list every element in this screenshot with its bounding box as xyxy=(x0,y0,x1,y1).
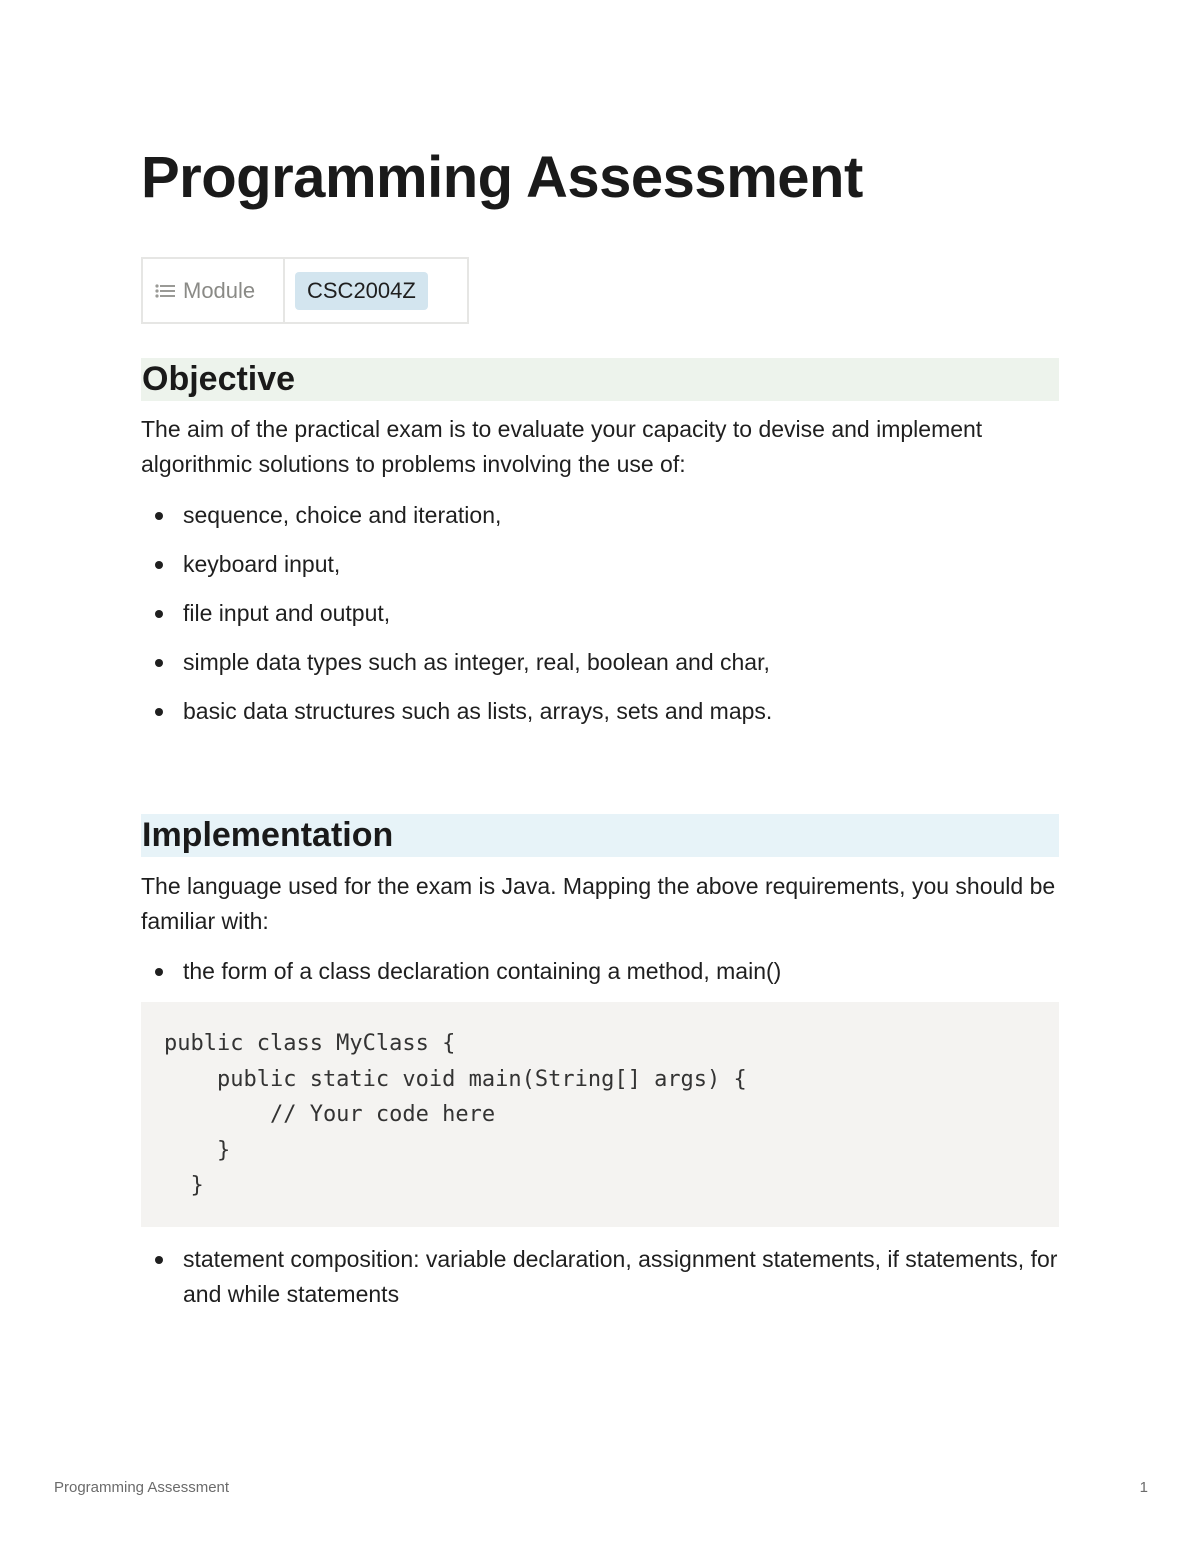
list-item: the form of a class declaration containing a method, main() xyxy=(141,954,1059,989)
code-block xyxy=(141,1002,1059,1227)
implementation-intro: The language used for the exam is Java. Mapping the above requirements, you should be familiar with: xyxy=(141,873,1056,934)
property-label: Module xyxy=(183,277,256,303)
page-number: 1 xyxy=(1139,1479,1148,1496)
list-item: simple data types such as integer, real, boolean and char, xyxy=(141,645,1059,680)
property-label-cell xyxy=(143,259,285,322)
list-item: statement composition: variable declaration, assignment statements, if statements, for and while statements xyxy=(141,1242,1059,1312)
list-item: file input and output, xyxy=(141,596,1059,631)
footer-title: Programming Assessment xyxy=(54,1479,230,1496)
objective-list xyxy=(141,498,1059,743)
objective-intro: The aim of the practical exam is to evaluate your capacity to devise and implement algorithmic solutions to problems involving the use of: xyxy=(141,416,983,477)
property-table xyxy=(141,257,469,324)
list-item: basic data structures such as lists, arrays, sets and maps. xyxy=(141,694,1059,729)
page-title: Programming Assessment xyxy=(141,145,863,210)
list-icon xyxy=(155,283,175,299)
list-item: keyboard input, xyxy=(141,547,1059,582)
property-value-cell xyxy=(285,259,467,322)
code-text: public class MyClass { public static void main(String[] args) { // Your code here } } xyxy=(164,1031,747,1198)
objective-heading: Objective xyxy=(141,358,1059,401)
implementation-list xyxy=(141,954,1059,1003)
implementation-heading: Implementation xyxy=(141,814,1059,857)
implementation-list-continued xyxy=(141,1242,1059,1326)
list-item: sequence, choice and iteration, xyxy=(141,498,1059,533)
module-tag: CSC2004Z xyxy=(295,272,428,310)
